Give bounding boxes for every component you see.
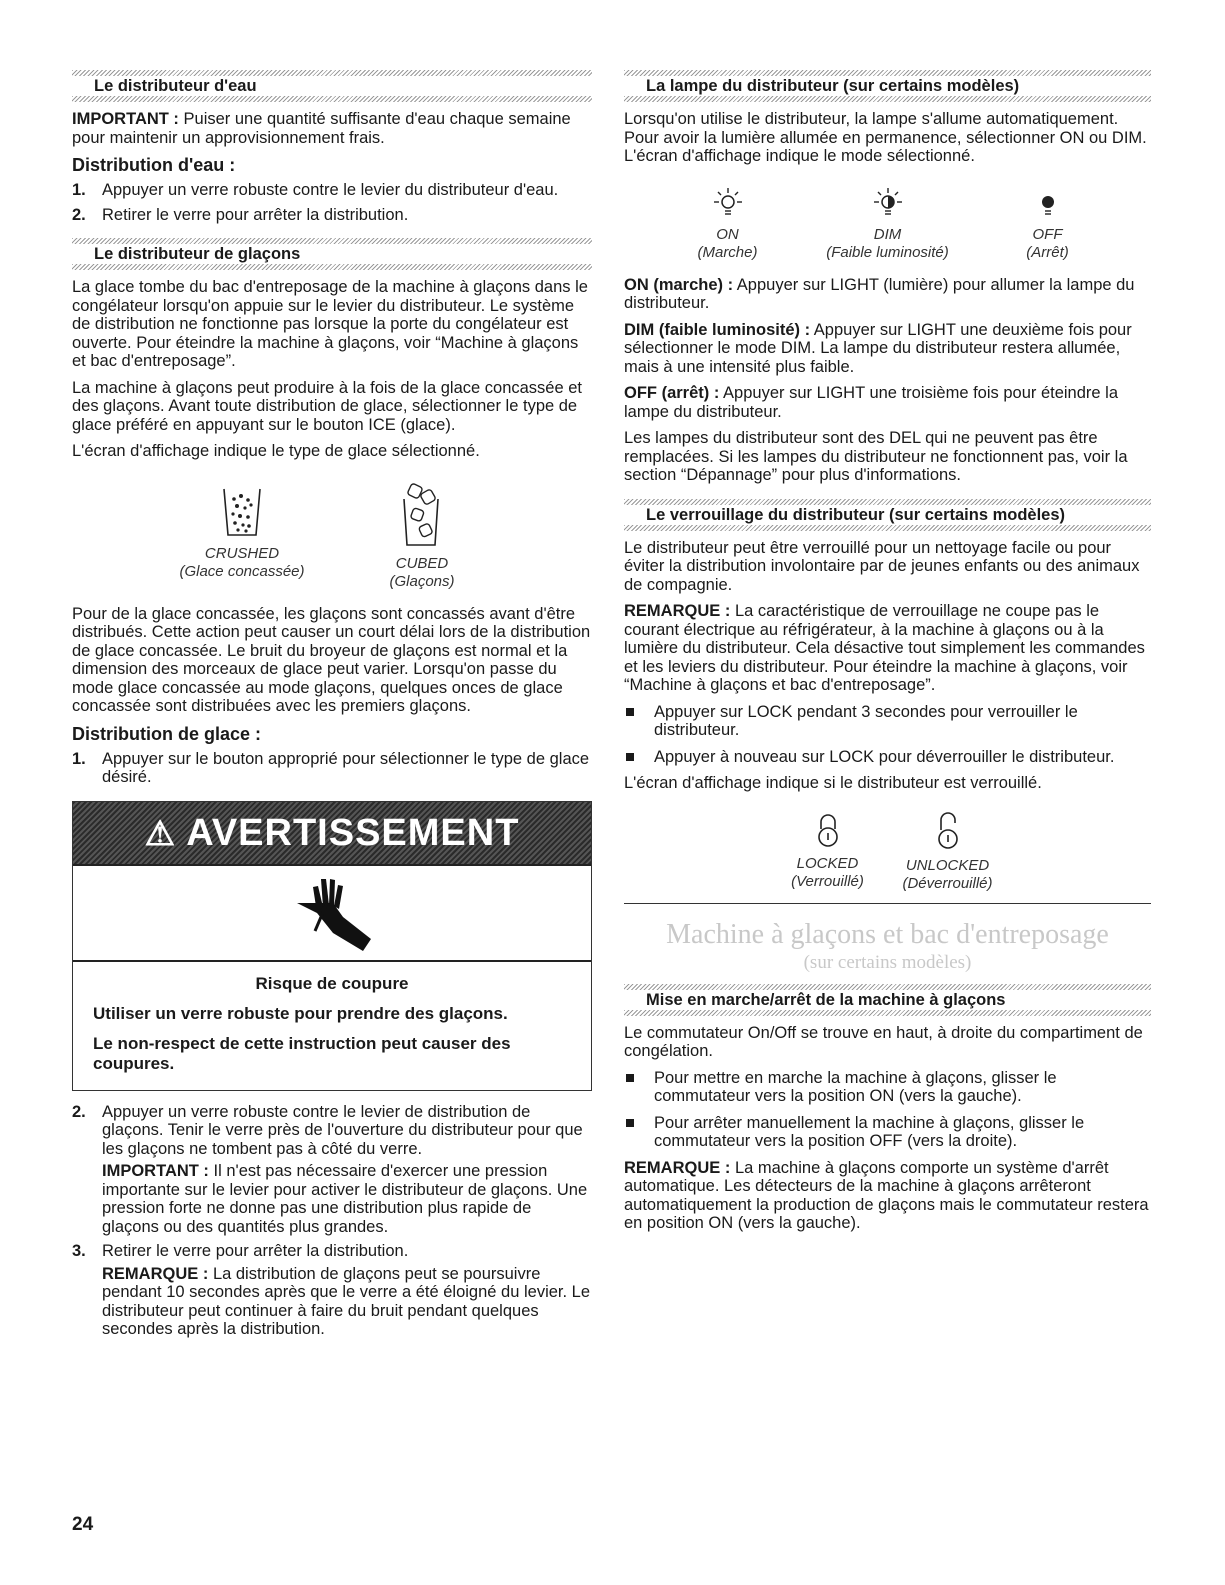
warning-triangle-icon: ⚠ (144, 814, 177, 853)
cubed-ice-glass-icon (394, 483, 450, 549)
lock-note-paragraph: REMARQUE : La caractéristique de verrouillage ne coupe pas le courant électrique au réfrigérateur, à la machine à glaçons ou à la lumière du distributeur. Cela désactive tout simplement les commandes et les leviers du distributeur. Pour éteindre la machine à glaçons, voir “Machine à glaçons et bac d'entreposage”. (624, 602, 1145, 694)
bullet-square-icon (626, 753, 634, 761)
light-dim-icon (871, 186, 905, 220)
off-label: OFF (1032, 225, 1063, 243)
warning-box (72, 801, 592, 1091)
lamp-dim-paragraph: DIM (faible luminosité) : Appuyer sur LIGHT une deuxième fois pour sélectionner le mode DIM. La lampe du distributeur restera allumée, mais à une intensité plus faible. (624, 320, 1132, 376)
ice-paragraph-3: L'écran d'affichage indique le type de glace sélectionné. (72, 442, 480, 460)
right-column (624, 70, 1151, 1241)
crushed-label: CRUSHED (204, 544, 280, 562)
lock-paragraph-2: L'écran d'affichage indique si le distributeur est verrouillé. (624, 774, 1042, 792)
lamp-mode-dim (818, 186, 958, 262)
step-2-note: IMPORTANT : Il n'est pas nécessaire d'exercer une pression importante sur le levier pour activer le distributeur de glaçons. Une pression forte ne donne pas une distribution plus rapide de glaçons ou des quantités plus grandes. (102, 1162, 588, 1236)
warning-line-2: Le non-respect de cette instruction peut causer des coupures. (93, 1033, 511, 1073)
crushed-sublabel: (Glace concassée) (179, 562, 305, 580)
warning-pictogram (73, 864, 591, 962)
icemaker-paragraph-1: Le commutateur On/Off se trouve en haut, à droite du compartiment de congélation. (624, 1023, 1143, 1060)
warning-body (73, 962, 591, 1090)
ice-steps-list-1 (72, 750, 592, 787)
water-important-paragraph: IMPORTANT : Puiser une quantité suffisante d'eau chaque semaine pour maintenir un approvisionnement frais. (72, 110, 571, 147)
section-heading-ice-dispenser: Le distributeur de glaçons (72, 238, 592, 270)
icemaker-section-subtitle: (sur certains modèles) (803, 951, 972, 973)
lock-bullets (624, 703, 1151, 767)
section-heading-icemaker-onoff: Mise en marche/arrêt de la machine à glaçons (624, 984, 1151, 1016)
icemaker-bullets (624, 1069, 1151, 1151)
list-item: Pour mettre en marche la machine à glaçons, glisser le commutateur vers la position ON (vers la gauche). (624, 1069, 1151, 1106)
lamp-mode-off (978, 186, 1118, 262)
list-item: Appuyer sur LOCK pendant 3 secondes pour verrouiller le distributeur. (624, 703, 1151, 740)
section-heading-water-dispenser: Le distributeur d'eau (72, 70, 592, 102)
list-item: 1. Appuyer sur le bouton approprié pour sélectionner le type de glace désiré. (72, 749, 590, 786)
section-heading-dispenser-lock: Le verrouillage du distributeur (sur certains modèles) (624, 499, 1151, 531)
locked-label: LOCKED (796, 854, 859, 872)
list-item: 1. Appuyer un verre robuste contre le levier du distributeur d'eau. (72, 181, 559, 199)
warning-line-1: Utiliser un verre robuste pour prendre des glaçons. (93, 1003, 508, 1023)
unlocked-label: UNLOCKED (905, 856, 990, 874)
lamp-led-paragraph: Les lampes du distributeur sont des DEL qui ne peuvent pas être remplacées. Si les lampes du distributeur ne fonctionnent pas, voir la section “Dépannage” pour plus d'informations. (624, 429, 1128, 484)
lamp-mode-on (658, 186, 798, 262)
lock-state-icons (624, 811, 1151, 893)
cut-hand-icon (287, 873, 377, 953)
ice-type-cubed (352, 483, 492, 591)
light-off-icon (1031, 186, 1065, 220)
lock-paragraph-1: Le distributeur peut être verrouillé pour un nettoyage facile ou pour éviter la distribution involontaire par de jeunes enfants ou des animaux de compagnie. (624, 538, 1140, 594)
list-item: 3. Retirer le verre pour arrêter la distribution. REMARQUE : La distribution de glaçons peut se poursuivre pendant 10 secondes après que le verre a été éloigné du levier. Le distributeur peut continuer à faire du bruit pendant quelques secondes après la distribution. (72, 1242, 591, 1338)
warning-title: ⚠ AVERTISSEMENT (73, 802, 591, 864)
ice-type-icons (72, 483, 592, 591)
bullet-square-icon (626, 1074, 634, 1082)
unlocked-sublabel: (Déverrouillé) (902, 874, 993, 892)
light-on-icon (711, 186, 745, 220)
lamp-mode-icons (624, 186, 1151, 262)
cubed-label: CUBED (395, 554, 449, 572)
ice-paragraph-1: La glace tombe du bac d'entreposage de la machine à glaçons dans le congélateur lorsqu'on appuie sur le levier du distributeur. Le système de distribution ne fonctionne pas lorsque la porte du congélateur est ouverte. Pour éteindre la machine à glaçons, voir “Machine à glaçons et bac d'entreposage”. (72, 278, 588, 370)
off-sublabel: (Arrêt) (1026, 243, 1069, 261)
ice-dispensing-subhead: Distribution de glace : (72, 723, 262, 744)
bullet-square-icon (626, 708, 634, 716)
dim-label: DIM (873, 225, 902, 243)
section-divider (624, 903, 1151, 904)
lock-state-locked (773, 811, 883, 893)
list-item: Appuyer à nouveau sur LOCK pour déverrouiller le distributeur. (624, 748, 1151, 767)
lamp-off-paragraph: OFF (arrêt) : Appuyer sur LIGHT une troisième fois pour éteindre la lampe du distributeur. (624, 384, 1119, 421)
ice-paragraph-4: Pour de la glace concassée, les glaçons sont concassés avant d'être distribués. Cette action peut causer un court délai lors de la distribution de glace concassée. Le bruit du broyeur de glaçons est normal et la dimension des morceaux de glace peut varier. Lorsqu'on passe du mode glace concassée au mode glaçons, quelques onces de glace concassée sont distribuées avec les premiers glaçons. (72, 604, 591, 715)
cubed-sublabel: (Glaçons) (389, 572, 455, 590)
list-item: 2. Retirer le verre pour arrêter la distribution. (72, 205, 409, 224)
ice-type-crushed (172, 483, 312, 591)
bullet-square-icon (626, 1119, 634, 1127)
water-dispensing-subhead: Distribution d'eau : (72, 155, 236, 175)
padlock-locked-icon (813, 811, 843, 849)
lamp-paragraph-1: Lorsqu'on utilise le distributeur, la lampe s'allume automatiquement. Pour avoir la lumière allumée en permanence, sélectionner ON ou DIM. L'écran d'affichage indique le mode sélectionné. (624, 110, 1147, 165)
list-item: Pour arrêter manuellement la machine à glaçons, glisser le commutateur vers la position OFF (vers la droite). (624, 1114, 1151, 1151)
on-sublabel: (Marche) (697, 243, 758, 261)
icemaker-section-title: Machine à glaçons et bac d'entreposage (666, 918, 1109, 950)
page-number: 24 (72, 1514, 94, 1535)
left-column (72, 70, 592, 1345)
locked-sublabel: (Verrouillé) (791, 872, 864, 890)
ice-paragraph-2: La machine à glaçons peut produire à la fois de la glace concassée et des glaçons. Avant toute distribution de glace, sélectionner le type de glace préféré en appuyant sur le bouton ICE (glace). (72, 378, 582, 434)
lamp-on-paragraph: ON (marche) : Appuyer sur LIGHT (lumière) pour allumer la lampe du distributeur. (624, 275, 1135, 312)
ice-steps-list-2 (72, 1103, 592, 1339)
step-3-note: REMARQUE : La distribution de glaçons peut se poursuivre pendant 10 secondes après que le verre a été éloigné du levier. Le distributeur peut continuer à faire du bruit pendant quelques secondes après la distribution. (102, 1264, 591, 1338)
warning-risk: Risque de coupure (255, 973, 409, 993)
lock-state-unlocked (893, 811, 1003, 893)
icemaker-note-paragraph: REMARQUE : La machine à glaçons comporte un système d'arrêt automatique. Les détecteurs de la machine à glaçons arrêteront automatiquement la production de glaçons mais le commutateur restera en position ON (vers la gauche). (624, 1158, 1149, 1232)
section-heading-dispenser-lamp: La lampe du distributeur (sur certains modèles) (624, 70, 1151, 102)
on-label: ON (716, 225, 739, 243)
padlock-unlocked-icon (933, 811, 963, 851)
crushed-ice-glass-icon (217, 483, 267, 539)
dim-sublabel: (Faible luminosité) (826, 243, 949, 261)
list-item: 2. Appuyer un verre robuste contre le levier de distribution de glaçons. Tenir le verre près de l'ouverture du distributeur pour que les glaçons ne tombent pas à côté du verre. IMPORTANT : Il n'est pas nécessaire d'exercer une pression importante sur le levier pour activer le distributeur de glaçons. Une pression forte ne donne pas une distribution plus rapide de glaçons ou des quantités plus grandes. (72, 1103, 592, 1237)
water-steps-list (72, 181, 592, 224)
